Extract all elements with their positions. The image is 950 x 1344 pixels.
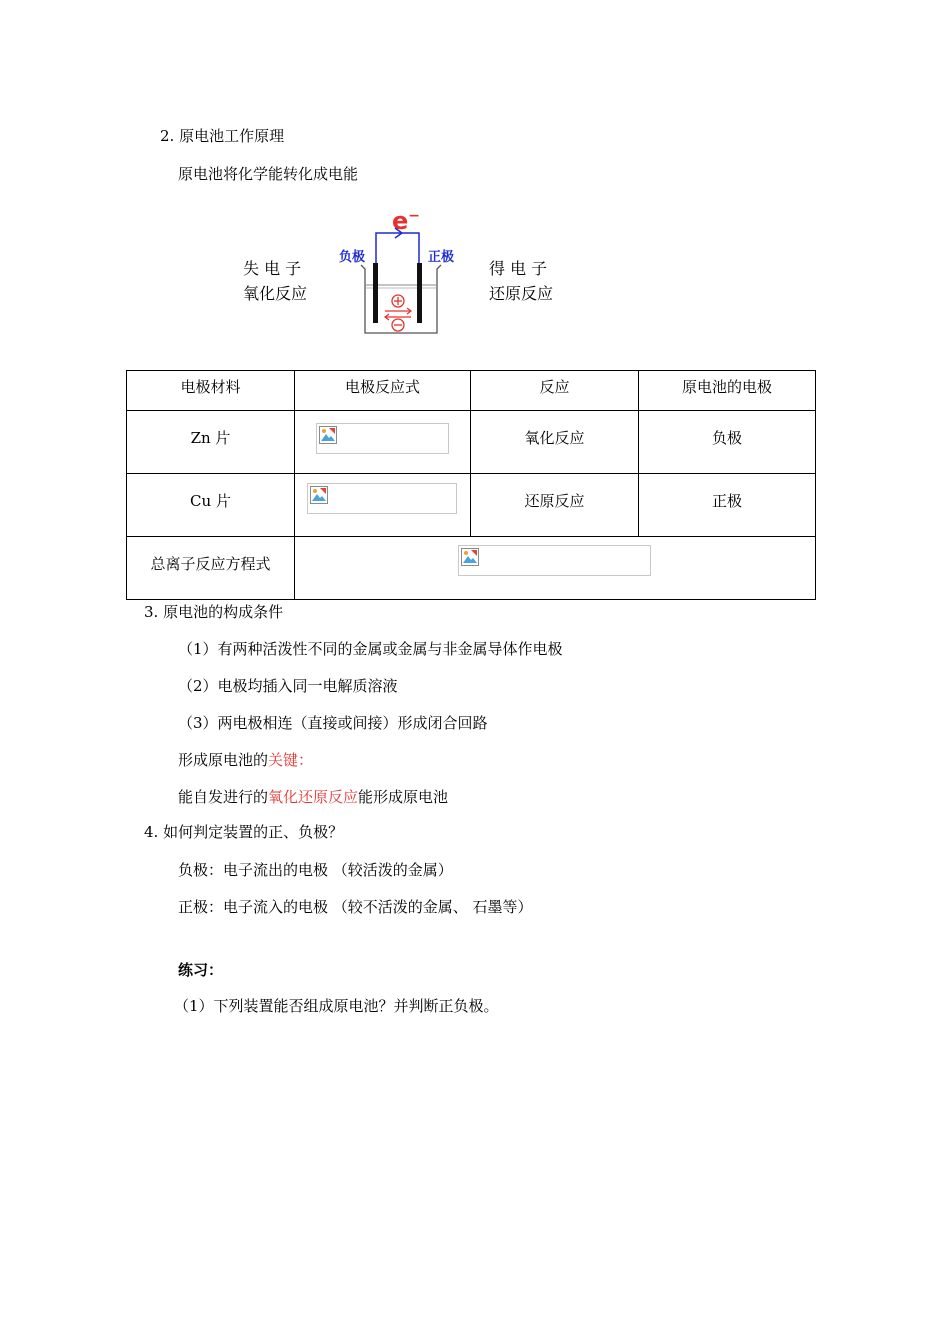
header-electrode-equation: 电极反应式 [295, 371, 471, 411]
section-4-heading: 4. 如何判定装置的正、负极？ [144, 823, 344, 841]
header-electrode-material: 电极材料 [127, 371, 295, 411]
cell-equation [295, 411, 471, 474]
equation-image-placeholder [316, 423, 449, 454]
key-statement-highlight: 氧化还原反应 [268, 788, 359, 806]
electron-symbol: e− [392, 207, 421, 235]
negative-electrode [373, 263, 378, 323]
cell-total-equation [295, 537, 816, 600]
cell-electrode: 正极 [639, 474, 816, 537]
section-3-heading: 3. 原电池的构成条件 [144, 603, 284, 621]
cell-reaction: 还原反应 [471, 474, 639, 537]
table-row [127, 411, 816, 474]
broken-image-icon [319, 426, 337, 444]
equation-image-placeholder [458, 545, 651, 576]
equation-image-placeholder [307, 483, 457, 514]
condition-item: （1）有两种活泼性不同的金属或金属与非金属导体作电极 [178, 640, 563, 658]
positive-definition: 正极：电子流入的电极 （较不活泼的金属、 石墨等） [178, 898, 533, 916]
section-2-heading: 2. 原电池工作原理 [160, 127, 285, 145]
broken-image-icon [461, 548, 479, 566]
table-header-row [127, 371, 816, 411]
right-label-gain-electrons: 得 电 子 [489, 259, 548, 278]
right-label-reduction: 还原反应 [489, 284, 554, 303]
positive-electrode [417, 263, 422, 323]
negative-definition: 负极：电子流出的电极 （较活泼的金属） [178, 861, 453, 879]
key-statement-suffix: 能形成原电池 [358, 788, 449, 806]
cell-material: Zn 片 [127, 411, 295, 474]
cell-total-label: 总离子反应方程式 [127, 537, 295, 600]
table-row [127, 474, 816, 537]
key-prefix: 形成原电池的 [178, 751, 269, 769]
condition-item: （3）两电极相连（直接或间接）形成闭合回路 [178, 714, 488, 732]
key-word: 关键： [268, 751, 314, 769]
key-statement [178, 787, 448, 807]
practice-question-1: （1）下列装置能否组成原电池？并判断正负极。 [174, 997, 499, 1015]
key-line [178, 750, 313, 770]
header-cell-electrode: 原电池的电极 [639, 371, 816, 411]
electrode-table [126, 370, 816, 600]
electrolytic-cell-svg [355, 225, 455, 340]
left-label-lose-electrons: 失 电 子 [243, 259, 302, 278]
section-2-intro: 原电池将化学能转化成电能 [178, 165, 359, 183]
cell-equation [295, 474, 471, 537]
condition-item: （2）电极均插入同一电解质溶液 [178, 677, 398, 695]
key-statement-prefix: 能自发进行的 [178, 788, 269, 806]
header-reaction: 反应 [471, 371, 639, 411]
negative-electrode-label: 负极 [339, 250, 366, 265]
cell-electrode: 负极 [639, 411, 816, 474]
broken-image-icon [310, 486, 328, 504]
positive-electrode-label: 正极 [428, 250, 455, 265]
cell-reaction: 氧化反应 [471, 411, 639, 474]
external-wire [376, 233, 419, 269]
cell-material: Cu 片 [127, 474, 295, 537]
practice-title: 练习： [178, 961, 224, 979]
left-label-oxidation: 氧化反应 [243, 284, 308, 303]
table-total-row [127, 537, 816, 600]
